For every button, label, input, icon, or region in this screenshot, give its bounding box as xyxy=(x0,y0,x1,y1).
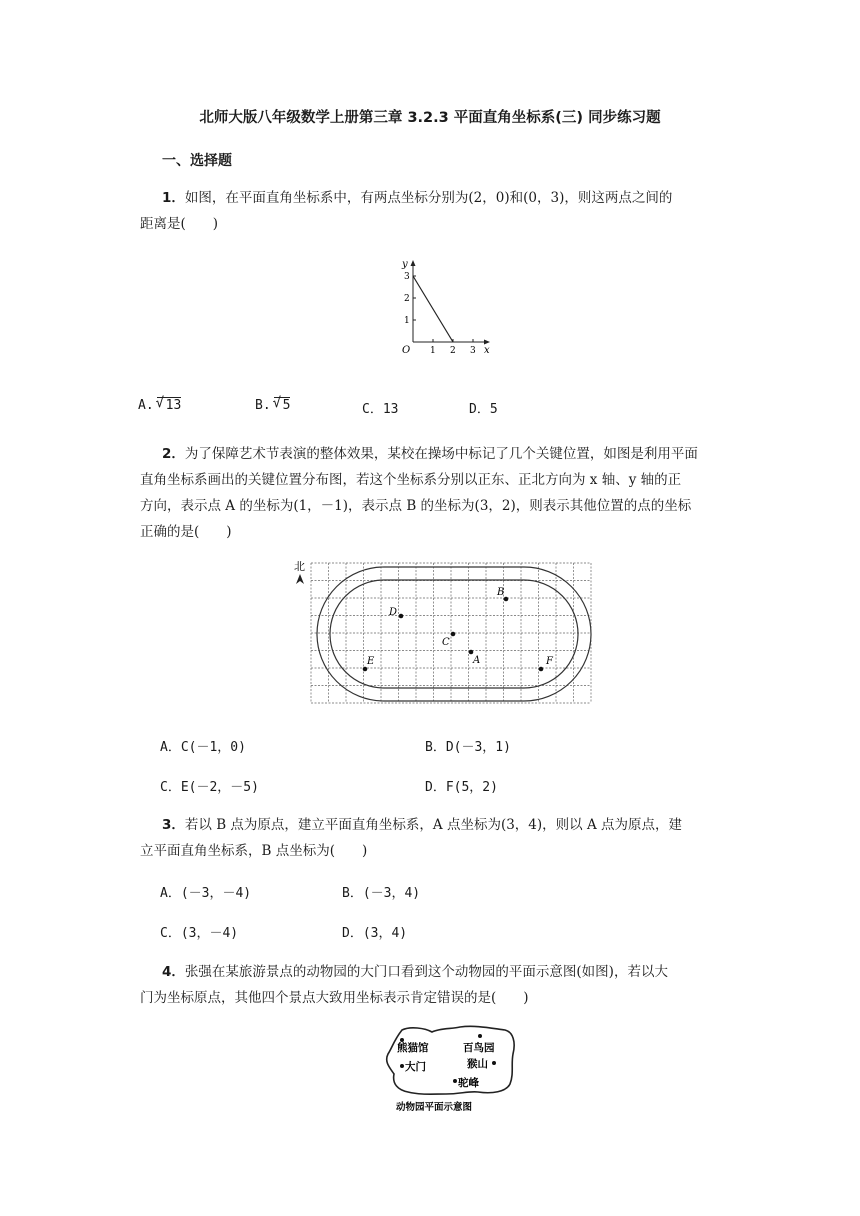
origin-label: O xyxy=(402,345,411,356)
q1-coordinate-figure xyxy=(396,256,496,356)
gate-point xyxy=(400,1064,404,1068)
q2-option-b: B．D(－3，1) xyxy=(425,740,511,755)
y-axis-label: y xyxy=(402,259,408,270)
y-tick-2: 2 xyxy=(404,294,410,304)
question-3-number: 3． xyxy=(162,817,185,833)
point-a-label: A xyxy=(473,655,481,666)
q1-option-c: C．13 xyxy=(362,402,399,417)
panda-label: 熊猫馆 xyxy=(397,1042,429,1054)
question-2-line-1 xyxy=(162,441,698,467)
question-2-number: 2． xyxy=(162,446,185,462)
q1-option-b: B. √ 5 xyxy=(255,395,291,413)
q2-option-d: D．F(5，2) xyxy=(425,780,498,795)
question-1-line-1 xyxy=(162,185,672,211)
q4-zoo-map xyxy=(380,1024,520,1116)
q2-track-figure xyxy=(292,556,598,712)
point-e-label: E xyxy=(367,656,375,667)
birds-label: 百鸟园 xyxy=(463,1042,495,1054)
point-f-label: F xyxy=(546,656,553,667)
point-d xyxy=(399,614,404,619)
point-c-label: C xyxy=(442,637,450,648)
q3-option-c: C．(3，－4) xyxy=(160,926,239,941)
monkey-label: 猴山 xyxy=(467,1058,488,1070)
question-1-text: 如图，在平面直角坐标系中，有两点坐标分别为(2，0)和(0，3)，则这两点之间的 xyxy=(184,190,673,206)
sqrt-symbol: √ 5 xyxy=(272,395,291,413)
question-4-line-1 xyxy=(162,959,668,985)
question-3-line-1 xyxy=(162,812,682,838)
question-3-line-2: 立平面直角坐标系，B 点坐标为( ) xyxy=(140,843,368,859)
section-heading: 一、选择题 xyxy=(162,153,232,169)
x-tick-3: 3 xyxy=(470,346,476,356)
point-d-label: D xyxy=(389,607,398,618)
monkey-point xyxy=(492,1061,496,1065)
question-1-line-2: 距离是( ) xyxy=(140,216,219,232)
q3-option-b: B．(－3，4) xyxy=(342,886,421,901)
point-f xyxy=(539,667,544,672)
q2-option-c: C．E(－2，－5) xyxy=(160,780,259,795)
question-4-text: 张强在某旅游景点的动物园的大门口看到这个动物园的平面示意图(如图)，若以大 xyxy=(184,964,668,980)
question-2-line-3: 方向，表示点 A 的坐标为(1，－1)，表示点 B 的坐标为(3，2)，则表示其他位置的点的坐标 xyxy=(140,498,692,514)
question-4-number: 4． xyxy=(162,964,185,980)
point-e xyxy=(363,667,368,672)
point-b-label: B xyxy=(497,587,505,598)
x-tick-2: 2 xyxy=(450,346,456,356)
question-2-text: 为了保障艺术节表演的整体效果，某校在操场中标记了几个关键位置，如图是利用平面 xyxy=(184,446,698,462)
question-2-line-2: 直角坐标系画出的关键位置分布图，若这个坐标系分别以正东、正北方向为 x 轴、y 轴的正 xyxy=(140,472,682,488)
question-1-number: 1． xyxy=(162,190,185,206)
q1-option-d: D．5 xyxy=(469,402,498,417)
q3-option-a: A．(－3，－4) xyxy=(160,886,252,901)
question-3-text: 若以 B 点为原点，建立平面直角坐标系，A 点坐标为(3，4)，则以 A 点为原点，建 xyxy=(184,817,682,833)
birds-point xyxy=(478,1034,482,1038)
page-title: 北师大版八年级数学上册第三章 3.2.3 平面直角坐标系(三) 同步练习题 xyxy=(199,110,661,126)
x-axis-label: x xyxy=(484,345,490,356)
q2-option-a: A．C(－1，0) xyxy=(160,740,246,755)
point-c xyxy=(451,632,456,637)
q1-option-a: A. √ 13 xyxy=(138,395,182,413)
x-tick-1: 1 xyxy=(430,346,436,356)
q3-option-d: D．(3，4) xyxy=(342,926,408,941)
question-4-line-2: 门为坐标原点，其他四个景点大致用坐标表示肯定错误的是( ) xyxy=(140,990,529,1006)
point-b xyxy=(504,597,509,602)
camel-point xyxy=(453,1079,457,1083)
gate-label: 大门 xyxy=(405,1061,426,1073)
sqrt-symbol: √ 13 xyxy=(155,395,182,413)
north-arrow-icon xyxy=(296,574,304,584)
camel-label: 驼峰 xyxy=(458,1077,479,1089)
y-tick-1: 1 xyxy=(404,316,410,326)
y-tick-3: 3 xyxy=(404,272,410,282)
question-2-line-4: 正确的是( ) xyxy=(140,524,232,540)
zoo-caption: 动物园平面示意图 xyxy=(396,1102,473,1113)
north-label: 北 xyxy=(294,560,305,573)
point-a xyxy=(469,650,474,655)
